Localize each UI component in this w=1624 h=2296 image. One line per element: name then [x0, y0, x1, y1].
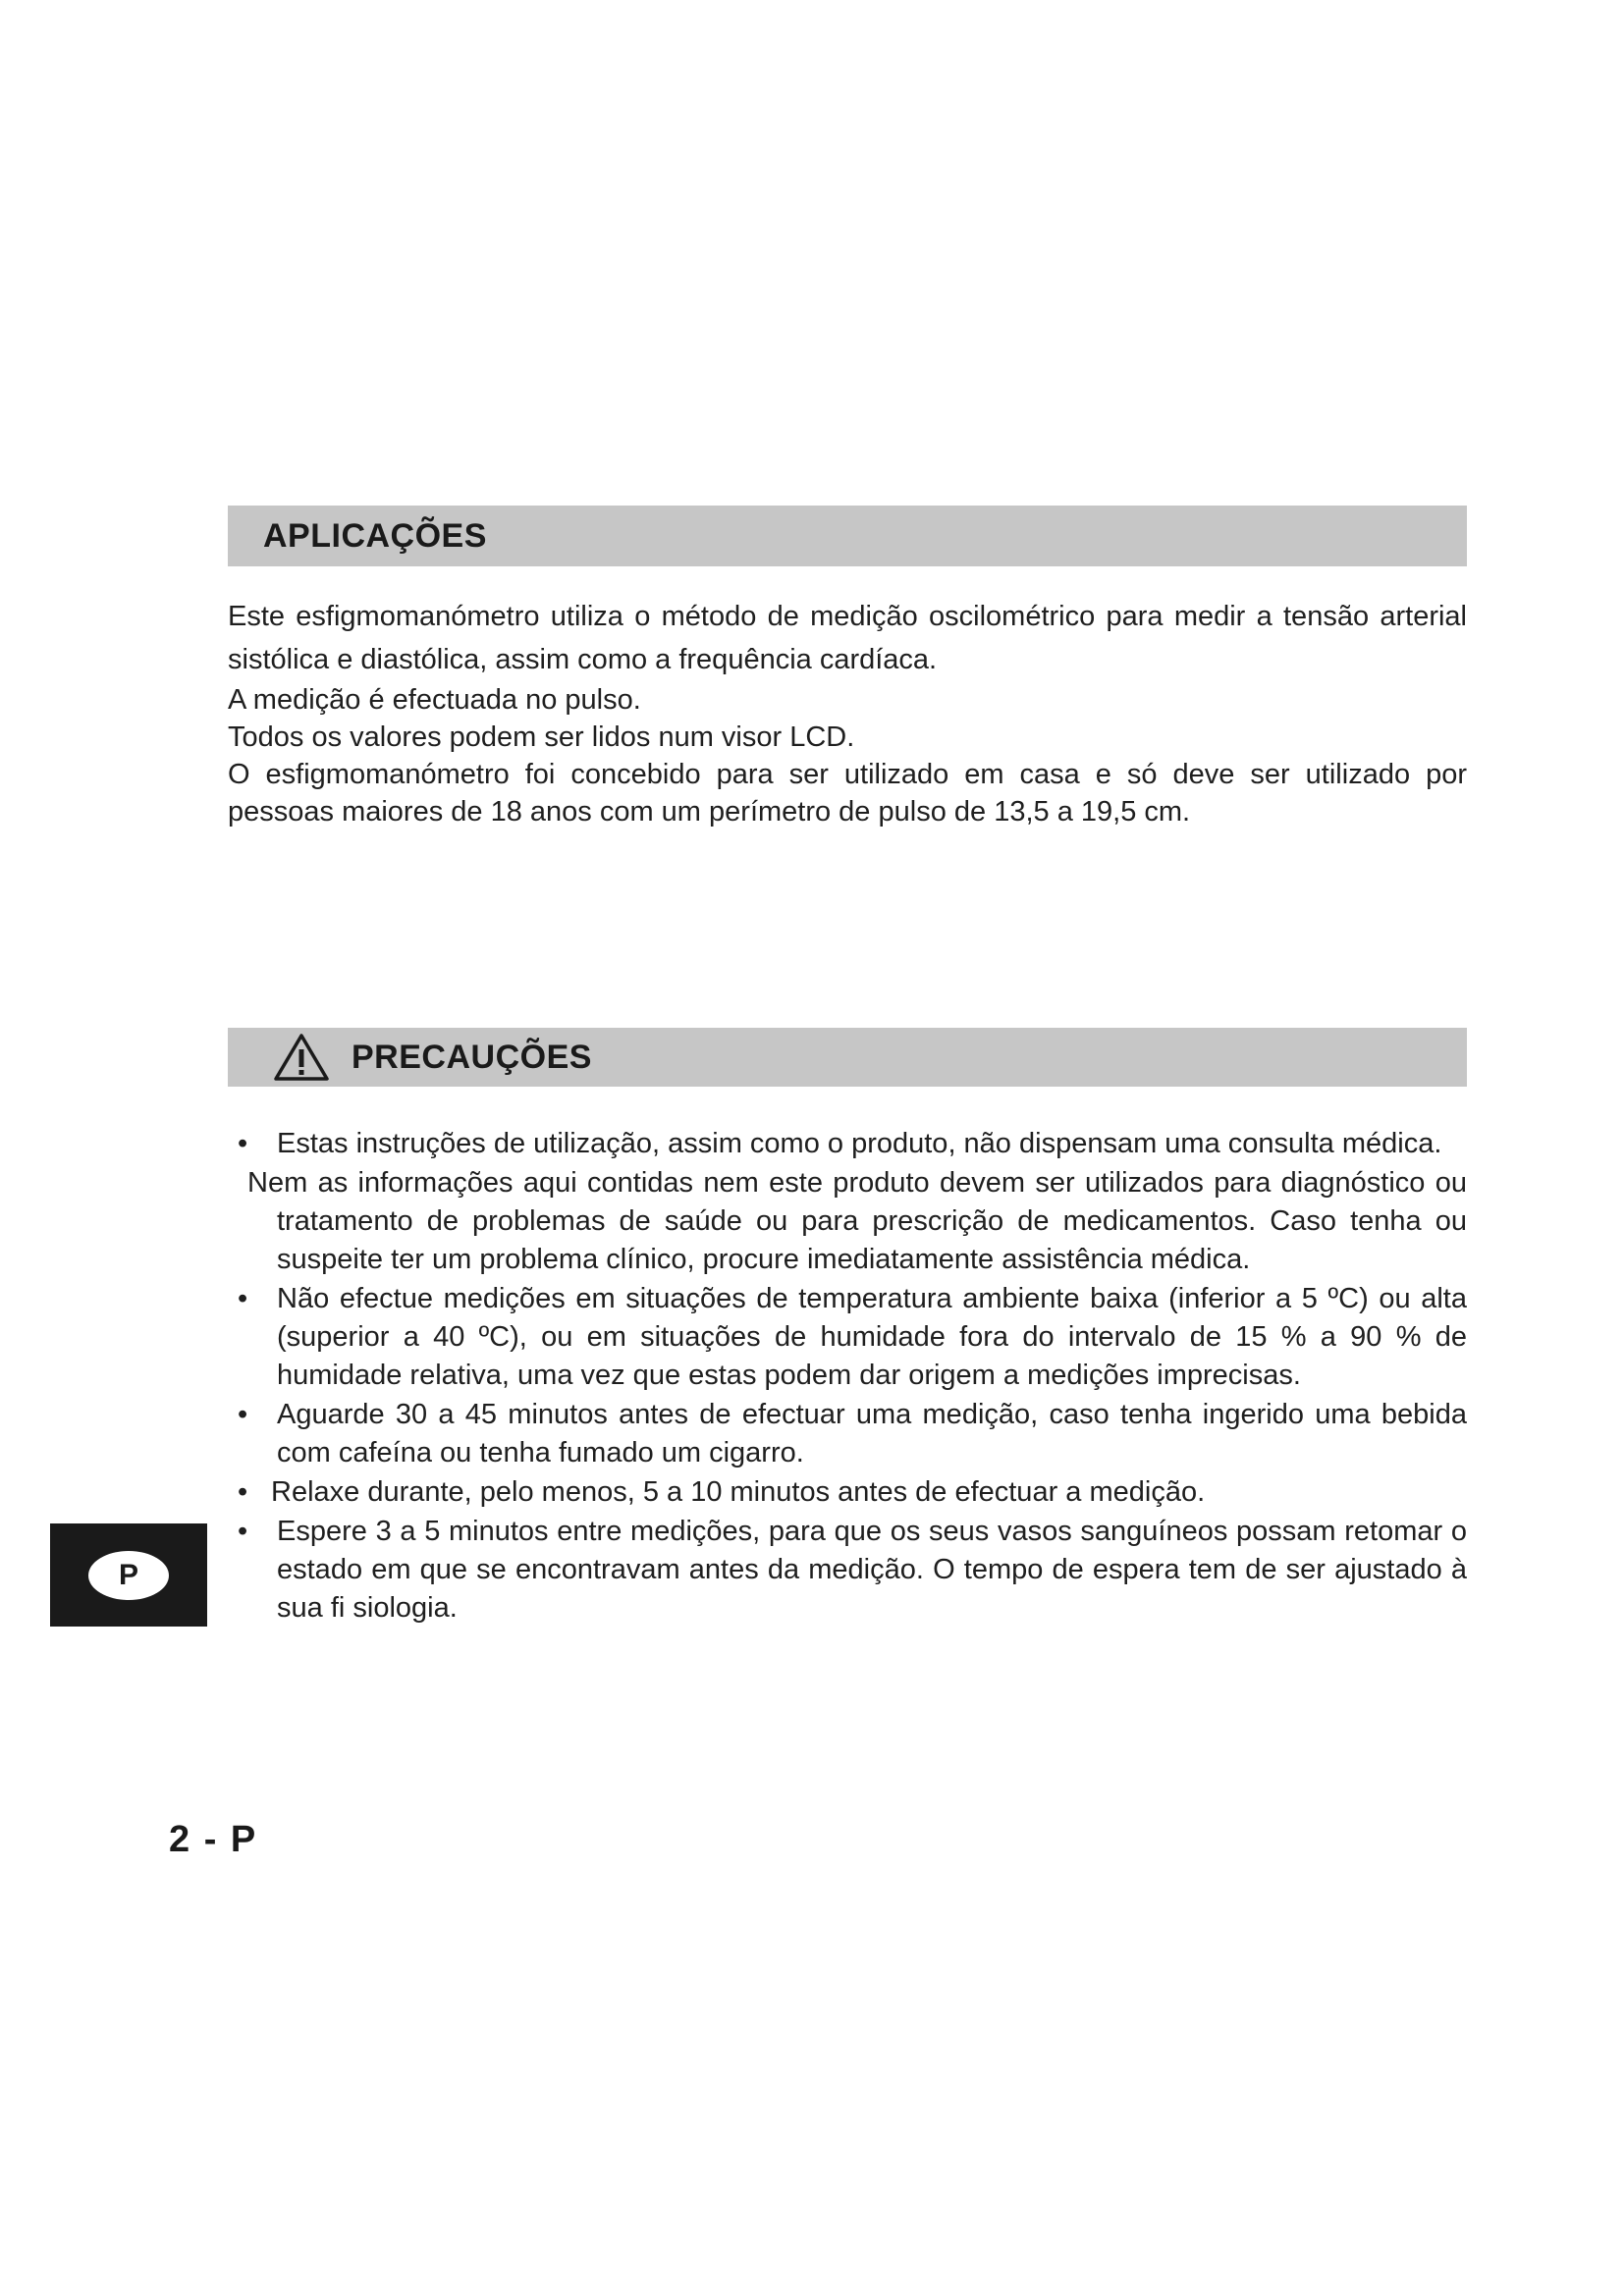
list-item-text: Aguarde 30 a 45 minutos antes de efectuar uma medição, caso tenha ingerido uma bebida com cafeína ou tenha fumado um cigarro. [277, 1399, 1467, 1468]
aplicacoes-line-1: Este esfigmomanómetro utiliza o método de medição oscilométrico para medir a tensão arterial sistólica e diastólica, assim como a frequência cardíaca. [228, 601, 1467, 675]
bullet-icon: • [238, 1476, 248, 1508]
list-item [228, 1396, 1467, 1472]
list-item-text: Não efectue medições em situações de temperatura ambiente baixa (inferior a 5 ºC) ou alta (superior a 40 ºC), ou em situações de humidade fora do intervalo de 15 % a 90 % de humidade relativa, uma vez que estas podem dar origem a medições imprecisas. [277, 1283, 1467, 1391]
list-item [228, 1125, 1467, 1163]
aplicacoes-body [228, 595, 1467, 830]
list-item [228, 1164, 1467, 1279]
list-item [228, 1513, 1467, 1628]
aplicacoes-title: APLICAÇÕES [263, 516, 487, 555]
bullet-icon: • [238, 1128, 248, 1159]
list-item-text: Estas instruções de utilização, assim como o produto, não dispensam uma consulta médica. [277, 1128, 1442, 1159]
language-tab-label: P [88, 1551, 169, 1600]
precaucoes-title: PRECAUÇÕES [352, 1038, 592, 1076]
list-item-text: Espere 3 a 5 minutos entre medições, para que os seus vasos sanguíneos possam retomar o estado em que se encontravam antes da medição. O tempo de espera tem de ser ajustado à sua fi siologia. [277, 1516, 1467, 1624]
aplicacoes-line-3: Todos os valores podem ser lidos num visor LCD. [228, 721, 855, 753]
list-item-text: Nem as informações aqui contidas nem este produto devem ser utilizados para diagnóstico ou tratamento de problemas de saúde ou para prescrição de medicamentos. Caso tenha ou suspeite ter um problema clínico, procure imediatamente assistência médica. [247, 1167, 1467, 1275]
precaucoes-list [228, 1125, 1467, 1628]
aplicacoes-line-4: O esfigmomanómetro foi concebido para ser utilizado em casa e só deve ser utilizado por pessoas maiores de 18 anos com um perímetro de pulso de 13,5 a 19,5 cm. [228, 759, 1467, 828]
bullet-icon: • [238, 1516, 248, 1547]
bullet-icon: • [238, 1283, 248, 1314]
warning-triangle-icon [273, 1033, 330, 1082]
language-tab [50, 1523, 207, 1627]
aplicacoes-line-2: A medição é efectuada no pulso. [228, 684, 641, 716]
list-item [228, 1280, 1467, 1395]
list-item [228, 1473, 1467, 1512]
precaucoes-header [228, 1028, 1467, 1087]
aplicacoes-header [228, 506, 1467, 566]
bullet-icon: • [238, 1399, 248, 1430]
page-number: 2 - P [169, 1819, 258, 1860]
list-item-text: Relaxe durante, pelo menos, 5 a 10 minutos antes de efectuar a medição. [271, 1476, 1206, 1508]
